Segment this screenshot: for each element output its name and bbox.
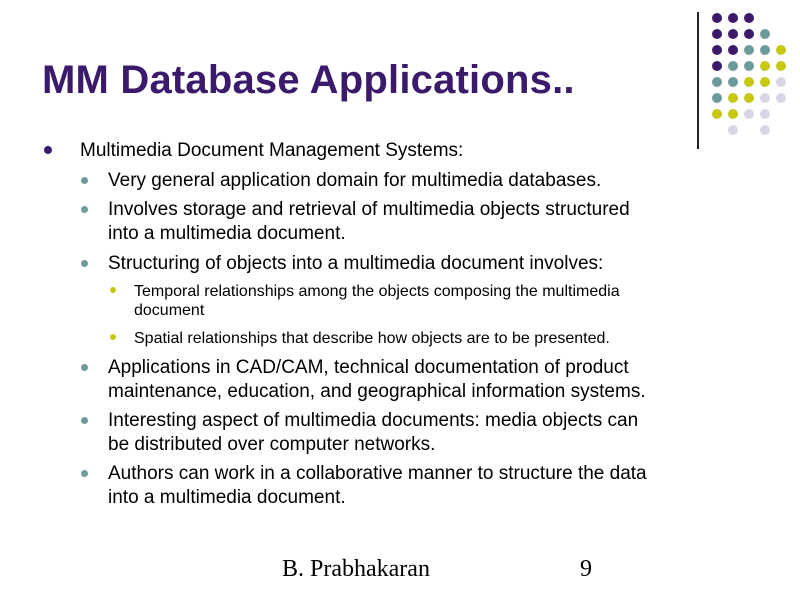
bullet-dot-icon [81,364,88,371]
bullet-text-continued: into a multimedia document. [108,223,346,244]
bullet-text: Authors can work in a collaborative manner to structure the data [108,463,647,484]
bullet-dot-icon [110,287,116,293]
bullet-text: Very general application domain for multimedia databases. [108,170,602,191]
bullet-text: Temporal relationships among the objects composing the multimedia [134,283,620,300]
bullet-text: Applications in CAD/CAM, technical documentation of product [108,357,629,378]
bullet-text: Spatial relationships that describe how objects are to be presented. [134,330,610,347]
slide-title: MM Database Applications.. [42,58,575,102]
bullet-dot-icon [110,334,116,340]
bullet-text: Involves storage and retrieval of multimedia objects structured [108,199,630,220]
bullet-text: Structuring of objects into a multimedia document involves: [108,253,604,274]
bullet-dot-icon [81,417,88,424]
bullet-dot-icon [81,177,88,184]
bullet-dot-icon [81,206,88,213]
bullet-dot-icon [81,470,88,477]
footer-author: B. Prabhakaran [282,556,430,582]
bullet-text: Interesting aspect of multimedia documents: media objects can [108,410,639,431]
bullet-text-continued: document [134,302,205,319]
bullet-dot-icon [81,260,88,267]
bullet-text: Multimedia Document Management Systems: [80,140,464,161]
bullet-dot-icon [44,146,52,154]
bullet-text-continued: be distributed over computer networks. [108,434,436,455]
footer-page-number: 9 [580,556,592,582]
bullet-text-continued: into a multimedia document. [108,487,346,508]
bullet-text-continued: maintenance, education, and geographical information systems. [108,381,646,402]
